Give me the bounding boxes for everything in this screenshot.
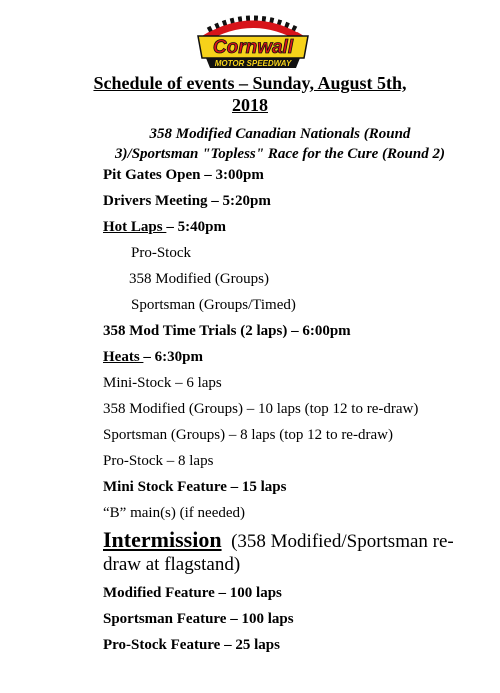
event-subtitle [110,124,450,164]
sportsman-feature: Sportsman Feature – 100 laps [103,611,294,627]
heats-item: Mini-Stock – 6 laps [103,375,222,391]
drivers-meeting: Drivers Meeting – 5:20pm [103,193,271,209]
hot-laps-label: Hot Laps [103,219,167,235]
heats-label: Heats [103,349,144,365]
title-line-1: Schedule of events – Sunday, August 5th, [93,73,407,93]
subtitle-line-1: 358 Modified Canadian Nationals (Round [149,126,411,142]
title-line-2: 2018 [232,95,268,115]
page-title [0,72,500,116]
heats-time: – 6:30pm [143,349,204,365]
hot-laps-time: – 5:40pm [166,219,226,235]
hot-laps-item: 358 Modified (Groups) [129,271,269,287]
hot-laps-item: Pro-Stock [131,245,191,261]
modified-feature: Modified Feature – 100 laps [103,585,282,601]
logo-name: Cornwall [212,37,294,58]
heats-item: 358 Modified (Groups) – 10 laps (top 12 to re-draw) [103,401,419,417]
hot-laps-item: Sportsman (Groups/Timed) [131,297,296,313]
intermission [103,528,473,576]
hot-laps-heading [103,218,226,236]
mini-stock-feature: Mini Stock Feature – 15 laps [103,479,287,495]
heats-heading [103,348,203,366]
pit-gates-open: Pit Gates Open – 3:00pm [103,167,264,183]
intermission-note: (358 Modified/Sportsman re-draw at flagstand) [103,531,454,575]
heats-item: Sportsman (Groups) – 8 laps (top 12 to re-draw) [103,427,393,443]
logo-subtitle: MOTOR SPEEDWAY [214,59,292,68]
time-trials: 358 Mod Time Trials (2 laps) – 6:00pm [103,323,351,339]
intermission-label: Intermission [103,527,222,552]
cornwall-speedway-logo [192,6,314,72]
heats-item: Pro-Stock – 8 laps [103,453,214,469]
subtitle-line-2: 3)/Sportsman "Topless" Race for the Cure (Round 2) [115,146,445,162]
b-mains: “B” main(s) (if needed) [103,505,246,521]
pro-stock-feature: Pro-Stock Feature – 25 laps [103,637,280,653]
